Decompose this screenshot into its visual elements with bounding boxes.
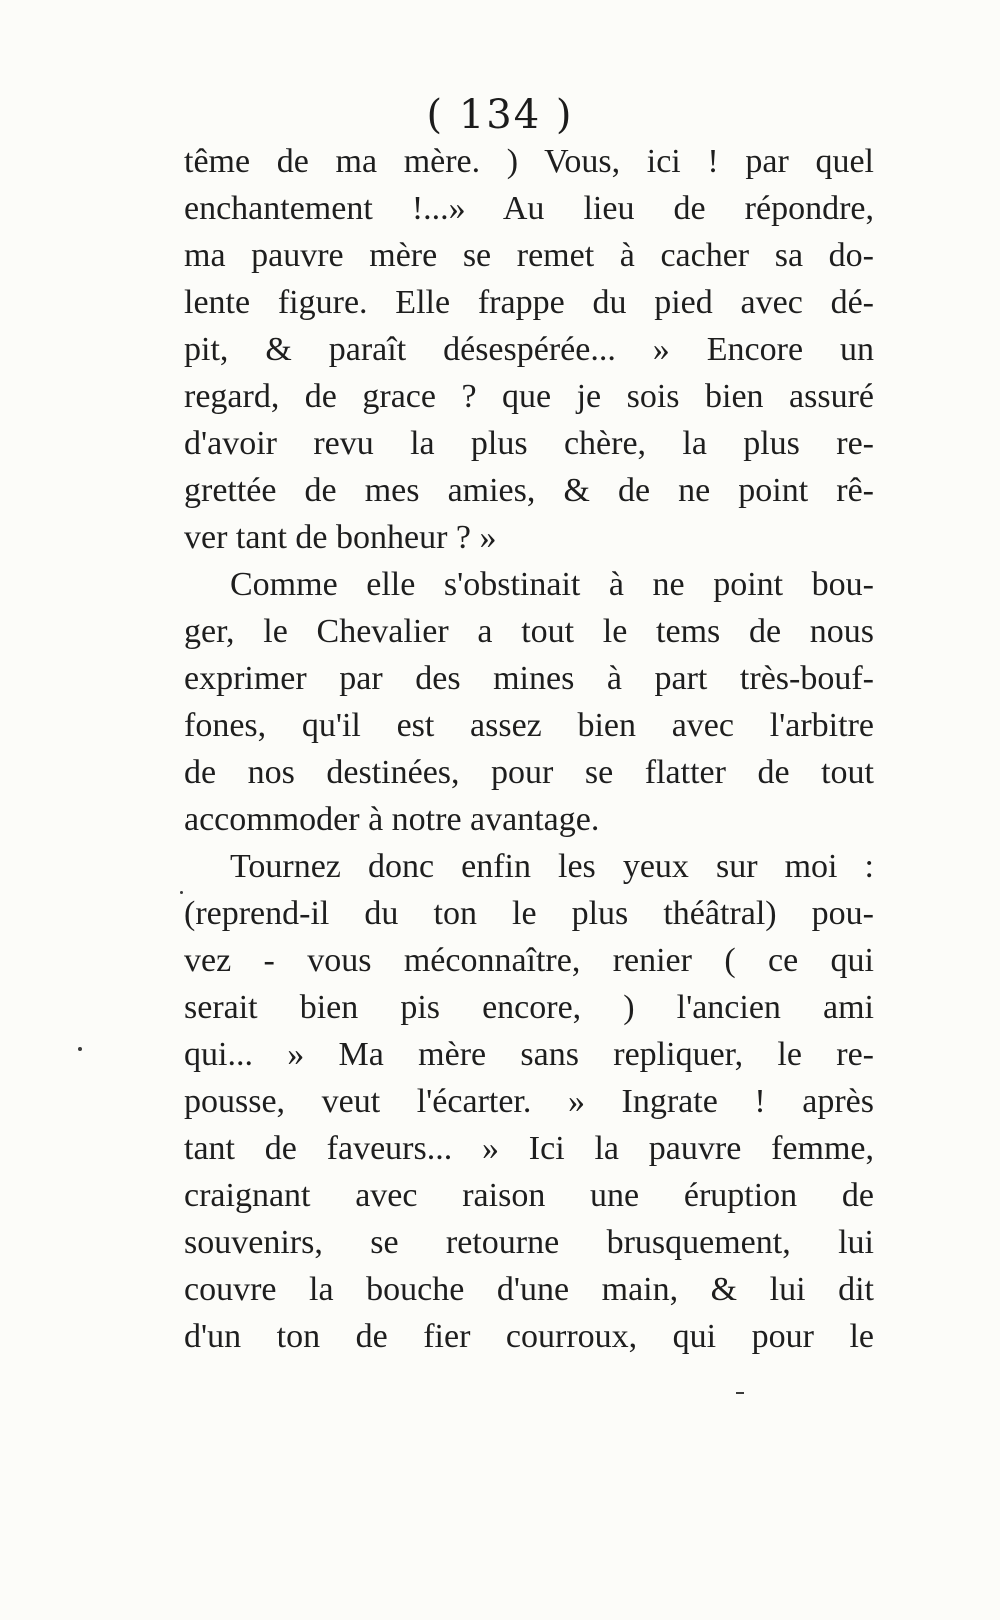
body-text — [184, 138, 874, 1360]
text-line: exprimer par des mines à part très-bouf- — [184, 660, 874, 697]
text-line: vez - vous méconnaître, renier ( ce qui — [184, 942, 874, 979]
text-line: (reprend-il du ton le plus théâtral) pou- — [184, 895, 874, 932]
page-number: ( 134 ) — [426, 92, 574, 138]
text-line: fones, qu'il est assez bien avec l'arbitre — [184, 707, 874, 744]
text-line: qui... » Ma mère sans repliquer, le re- — [184, 1036, 874, 1073]
text-line: grettée de mes amies, & de ne point rê- — [184, 472, 874, 509]
text-line: d'avoir revu la plus chère, la plus re- — [184, 425, 874, 462]
text-line-paragraph-end: accommoder à notre avantage. — [184, 801, 600, 838]
text-line-paragraph-end: ver tant de bonheur ? » — [184, 519, 497, 556]
text-line: ma pauvre mère se remet à cacher sa do- — [184, 237, 874, 274]
ink-speck — [180, 891, 183, 894]
text-line: d'un ton de fier courroux, qui pour le — [184, 1318, 874, 1355]
text-line: serait bien pis encore, ) l'ancien ami — [184, 989, 874, 1026]
text-line: pousse, veut l'écarter. » Ingrate ! après — [184, 1083, 874, 1120]
text-line: craignant avec raison une éruption de — [184, 1177, 874, 1214]
text-line: couvre la bouche d'une main, & lui dit — [184, 1271, 874, 1308]
text-line: regard, de grace ? que je sois bien assuré — [184, 378, 874, 415]
text-line: de nos destinées, pour se flatter de tout — [184, 754, 874, 791]
text-line-paragraph-start: Comme elle s'obstinait à ne point bou- — [230, 566, 874, 603]
ink-speck — [78, 1047, 82, 1051]
text-line: lente figure. Elle frappe du pied avec dé- — [184, 284, 874, 321]
text-line: enchantement !...» Au lieu de répondre, — [184, 190, 874, 227]
text-line: souvenirs, se retourne brusquement, lui — [184, 1224, 874, 1261]
text-line: tant de faveurs... » Ici la pauvre femme, — [184, 1130, 874, 1167]
text-line-paragraph-start: Tournez donc enfin les yeux sur moi : — [230, 848, 874, 885]
text-line: tême de ma mère. ) Vous, ici ! par quel — [184, 143, 874, 180]
text-line: ger, le Chevalier a tout le tems de nous — [184, 613, 874, 650]
text-line: pit, & paraît désespérée... » Encore un — [184, 331, 874, 368]
catchword-dash — [736, 1392, 744, 1394]
